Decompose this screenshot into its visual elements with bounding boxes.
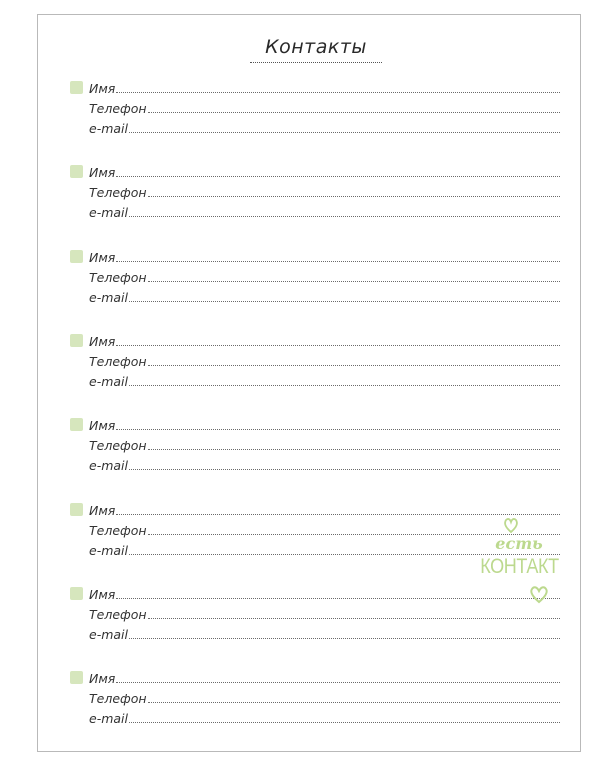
- email-dotted-line: [129, 469, 560, 470]
- name-dotted-line: [116, 345, 560, 346]
- email-label: e-mail: [89, 373, 128, 389]
- phone-label: Телефон: [89, 185, 147, 201]
- name-label: Имя: [89, 333, 116, 349]
- email-line[interactable]: [89, 116, 560, 136]
- brand-logo: [474, 514, 564, 608]
- email-label: e-mail: [89, 289, 128, 305]
- email-dotted-line: [129, 385, 560, 386]
- phone-label: Телефон: [89, 353, 147, 369]
- email-line[interactable]: [89, 285, 560, 305]
- heart-icon: [503, 516, 519, 534]
- email-dotted-line: [129, 638, 560, 639]
- email-line[interactable]: [89, 369, 560, 389]
- phone-line[interactable]: [89, 349, 560, 369]
- phone-label: Телефон: [89, 522, 147, 538]
- email-line[interactable]: [89, 706, 560, 726]
- phone-line[interactable]: [89, 180, 560, 200]
- contact-entry: [70, 666, 560, 726]
- name-label: Имя: [89, 418, 116, 434]
- email-line[interactable]: [89, 200, 560, 220]
- entry-checkbox[interactable]: [70, 81, 83, 94]
- phone-line[interactable]: [89, 686, 560, 706]
- phone-label: Телефон: [89, 101, 147, 116]
- email-label: e-mail: [89, 121, 128, 136]
- phone-dotted-line: [148, 702, 560, 703]
- name-line[interactable]: [89, 413, 560, 433]
- email-line[interactable]: [89, 622, 560, 642]
- email-label: e-mail: [89, 711, 128, 727]
- contact-entry: [70, 413, 560, 473]
- name-line[interactable]: [89, 666, 560, 686]
- phone-dotted-line: [148, 281, 560, 282]
- entry-checkbox[interactable]: [70, 587, 83, 600]
- phone-label: Телефон: [89, 691, 147, 707]
- name-line[interactable]: [89, 245, 560, 265]
- phone-line[interactable]: [89, 265, 560, 285]
- phone-label: Телефон: [89, 269, 147, 285]
- contact-entry: [70, 160, 560, 220]
- phone-dotted-line: [148, 618, 560, 619]
- entry-checkbox[interactable]: [70, 165, 83, 178]
- contact-entry: [70, 245, 560, 305]
- name-dotted-line: [116, 429, 560, 430]
- page-title: Контакты: [265, 36, 367, 58]
- entry-checkbox[interactable]: [70, 671, 83, 684]
- logo-script-text: есть: [495, 534, 543, 553]
- name-line[interactable]: [89, 329, 560, 349]
- name-label: Имя: [89, 502, 116, 518]
- email-label: e-mail: [89, 458, 128, 474]
- entry-checkbox[interactable]: [70, 334, 83, 347]
- name-dotted-line: [116, 176, 560, 177]
- phone-dotted-line: [148, 449, 560, 450]
- name-label: Имя: [89, 249, 116, 265]
- email-label: e-mail: [89, 542, 128, 558]
- name-line[interactable]: [89, 76, 560, 96]
- entry-checkbox[interactable]: [70, 503, 83, 516]
- phone-dotted-line: [148, 112, 560, 113]
- email-label: e-mail: [89, 626, 128, 642]
- name-label: Имя: [89, 671, 116, 687]
- name-dotted-line: [116, 92, 560, 93]
- name-label: Имя: [89, 165, 116, 181]
- name-label: Имя: [89, 81, 116, 96]
- email-dotted-line: [129, 301, 560, 302]
- email-dotted-line: [129, 132, 560, 133]
- email-dotted-line: [129, 722, 560, 723]
- name-label: Имя: [89, 586, 116, 602]
- name-line[interactable]: [89, 160, 560, 180]
- email-label: e-mail: [89, 205, 128, 221]
- phone-dotted-line: [148, 196, 560, 197]
- logo-big-text: КОНТАКТ: [480, 555, 559, 578]
- entry-checkbox[interactable]: [70, 250, 83, 263]
- contact-entry: [70, 76, 560, 136]
- contact-entry: [70, 329, 560, 389]
- email-line[interactable]: [89, 453, 560, 473]
- phone-label: Телефон: [89, 438, 147, 454]
- phone-line[interactable]: [89, 96, 560, 116]
- entry-checkbox[interactable]: [70, 418, 83, 431]
- email-dotted-line: [129, 216, 560, 217]
- phone-dotted-line: [148, 365, 560, 366]
- heart-icon: [529, 584, 549, 604]
- phone-label: Телефон: [89, 606, 147, 622]
- name-dotted-line: [116, 261, 560, 262]
- phone-line[interactable]: [89, 433, 560, 453]
- name-dotted-line: [116, 682, 560, 683]
- title-underline: [250, 62, 382, 63]
